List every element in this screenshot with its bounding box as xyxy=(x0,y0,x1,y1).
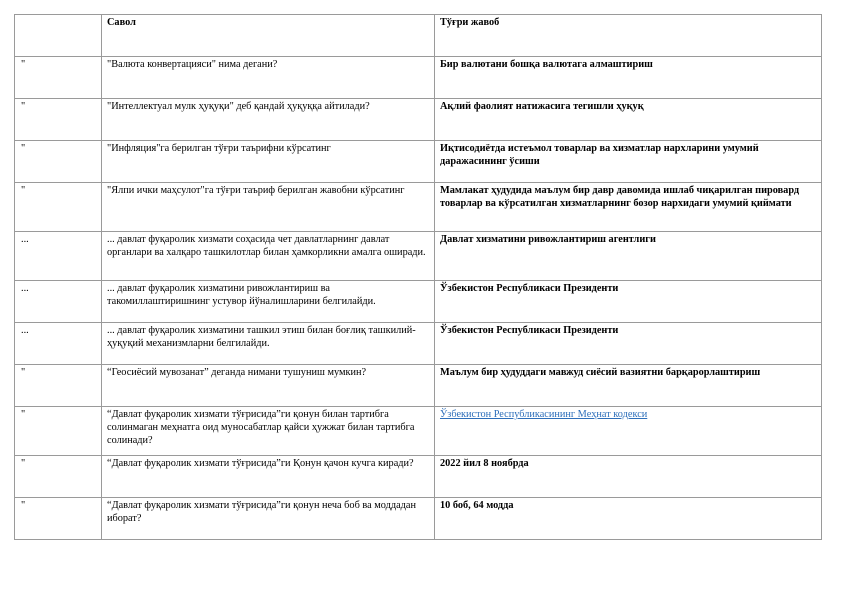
row-mark: ... xyxy=(15,281,102,323)
row-mark: " xyxy=(15,456,102,498)
row-answer: Мамлакат ҳудудида маълум бир давр давомида ишлаб чиқарилган пировард товарлар ва кўрсатилган хизматларнинг бозор нархидаги умумий қиймати xyxy=(435,183,822,232)
table-row xyxy=(15,323,822,365)
header-cell-mark xyxy=(15,15,102,57)
row-question: “Давлат фуқаролик хизмати тўғрисида”ги Қонун қачон кучга киради? xyxy=(102,456,435,498)
row-question: "Ялпи ички маҳсулот"га тўғри таъриф берилган жавобни кўрсатинг xyxy=(102,183,435,232)
row-mark: " xyxy=(15,57,102,99)
header-cell-question: Савол xyxy=(102,15,435,57)
row-mark: " xyxy=(15,183,102,232)
row-mark: ... xyxy=(15,232,102,281)
row-question: “Давлат фуқаролик хизмати тўғрисида”ги қонун неча боб ва моддадан иборат? xyxy=(102,498,435,540)
table-row xyxy=(15,183,822,232)
row-answer: Маълум бир ҳудуддаги мавжуд сиёсий вазиятни барқарорлаштириш xyxy=(435,365,822,407)
row-question: "Валюта конвертацияси" нима дегани? xyxy=(102,57,435,99)
table-row xyxy=(15,57,822,99)
row-mark: " xyxy=(15,365,102,407)
row-mark: " xyxy=(15,498,102,540)
row-answer: Ўзбекистон Республикаси Президенти xyxy=(435,323,822,365)
qa-table xyxy=(14,14,822,540)
table-row xyxy=(15,407,822,456)
row-mark: " xyxy=(15,99,102,141)
row-answer: Давлат хизматини ривожлантириш агентлиги xyxy=(435,232,822,281)
table-row xyxy=(15,365,822,407)
row-mark: ... xyxy=(15,323,102,365)
row-question: “Геосиёсий мувозанат” деганда нимани тушуниш мумкин? xyxy=(102,365,435,407)
table-row xyxy=(15,99,822,141)
row-question: ... давлат фуқаролик хизматини ташкил этиш билан боғлиқ ташкилий-ҳуқуқий механизмларни белгилайди. xyxy=(102,323,435,365)
row-answer: Ақлий фаолият натижасига тегишли ҳуқуқ xyxy=(435,99,822,141)
labor-code-link[interactable]: Ўзбекистон Республикасининг Меҳнат кодекси xyxy=(440,409,648,420)
row-question: ... давлат фуқаролик хизматини ривожлантириш ва такомиллаштиришнинг устувор йўналишларини белгилайди. xyxy=(102,281,435,323)
row-answer: Бир валютани бошқа валютага алмаштириш xyxy=(435,57,822,99)
row-question: “Давлат фуқаролик хизмати тўғрисида”ги қонун билан тартибга солинмаган меҳнатга оид муносабатлар қайси ҳужжат билан тартибга солинади? xyxy=(102,407,435,456)
header-row xyxy=(15,15,822,57)
row-question: ... давлат фуқаролик хизмати соҳасида чет давлатларнинг давлат органлари ва халқаро ташкилотлар билан ҳамкорликни амалга оширади. xyxy=(102,232,435,281)
table-row xyxy=(15,281,822,323)
row-mark: " xyxy=(15,141,102,183)
row-answer: 2022 йил 8 ноябрда xyxy=(435,456,822,498)
row-answer: Ўзбекистон Республикаси Президенти xyxy=(435,281,822,323)
header-cell-answer: Тўғри жавоб xyxy=(435,15,822,57)
row-question: "Интеллектуал мулк ҳуқуқи" деб қандай ҳуқуққа айтилади? xyxy=(102,99,435,141)
row-answer: Иқтисодиётда истеъмол товарлар ва хизматлар нархларини умумий даражасининг ўсиши xyxy=(435,141,822,183)
row-answer-cell xyxy=(435,407,822,456)
row-mark: " xyxy=(15,407,102,456)
row-answer: 10 боб, 64 модда xyxy=(435,498,822,540)
table-row xyxy=(15,232,822,281)
row-question: "Инфляция"га берилган тўғри таърифни кўрсатинг xyxy=(102,141,435,183)
table-row xyxy=(15,456,822,498)
table-row xyxy=(15,498,822,540)
table-row xyxy=(15,141,822,183)
